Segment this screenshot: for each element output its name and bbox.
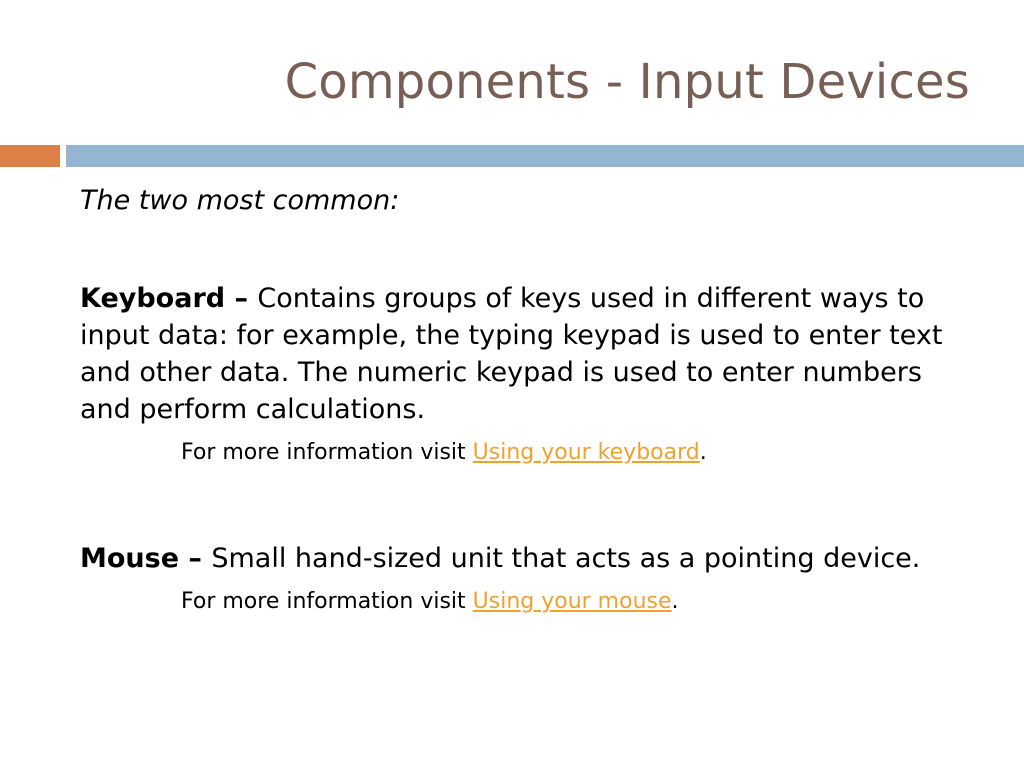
keyboard-more-suffix: . — [699, 440, 707, 465]
keyboard-term: Keyboard — [80, 283, 226, 314]
mouse-dash: – — [179, 543, 212, 574]
mouse-term: Mouse — [80, 543, 180, 574]
mouse-more-info — [80, 587, 960, 617]
slide-body — [80, 182, 960, 617]
keyboard-paragraph — [80, 280, 960, 428]
title-divider-bar — [66, 145, 1024, 167]
mouse-more-prefix: For more information visit — [181, 589, 473, 614]
keyboard-link[interactable]: Using your keyboard — [472, 440, 700, 465]
mouse-link[interactable]: Using your mouse — [472, 589, 672, 614]
keyboard-dash: – — [225, 283, 258, 314]
slide-title: Components - Input Devices — [284, 54, 970, 110]
mouse-paragraph — [80, 540, 960, 577]
keyboard-more-prefix: For more information visit — [181, 440, 473, 465]
mouse-more-suffix: . — [671, 589, 679, 614]
accent-bar — [0, 145, 60, 167]
keyboard-description: Contains groups of keys used in different ways to input data: for example, the typing keypad is used to enter text and other data. The numeric keypad is used to enter numbers and perform calculations. — [80, 283, 943, 425]
keyboard-more-info — [80, 438, 960, 468]
mouse-description: Small hand-sized unit that acts as a pointing device. — [211, 543, 921, 574]
intro-text: The two most common: — [80, 185, 400, 216]
